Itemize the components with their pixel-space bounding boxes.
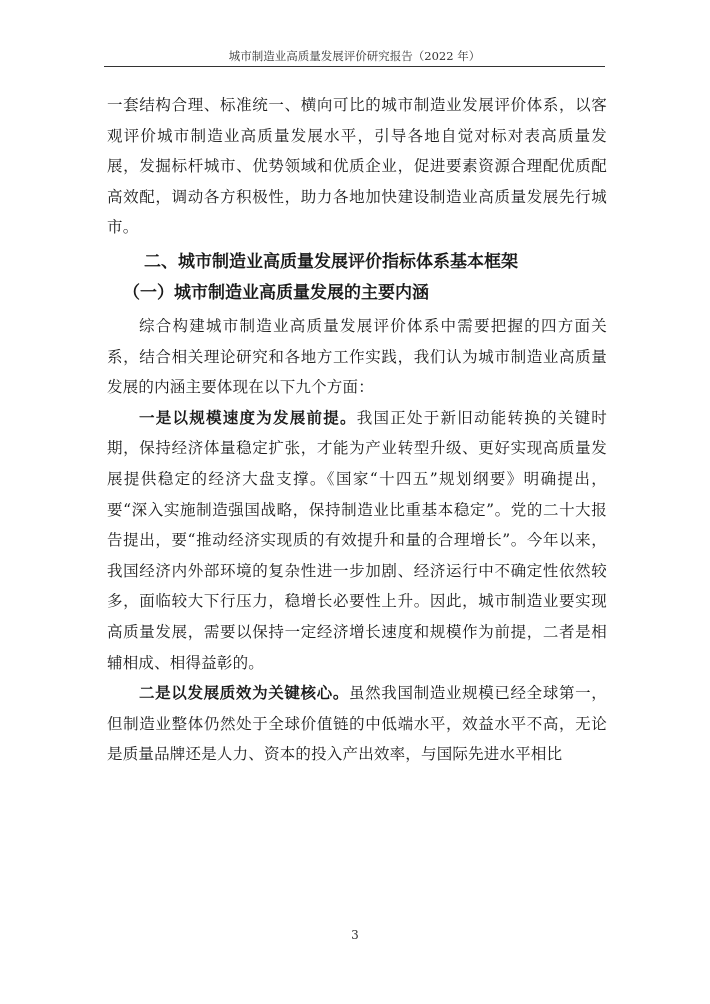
paragraph-point-2: [107, 678, 607, 770]
point-2-text: 虽然我国制造业规模已经全球第一，但制造业整体仍然处于全球价值链的中低端水平，效益水平不高，无论是质量品牌还是人力、资本的投入产出效率，与国际先进水平相比: [107, 684, 607, 764]
point-1-text: 我国正处于新旧动能转换的关键时期，保持经济体量稳定扩张，才能为产业转型升级、更好实现高质量发展提供稳定的经济大盘支撑。《国家“十四五”规划纲要》明确提出，要“深入实施制造强国战略，保持制造业比重基本稳定”。党的二十大报告提出，要“推动经济实现质的有效提升和量的合理增长”。今年以来，我国经济内外部环境的复杂性进一步加剧、经济运行中不确定性依然较多，面临较大下行压力，稳增长必要性上升。因此，城市制造业要实现高质量发展，需要以保持一定经济增长速度和规模作为前提，二者是相辅相成、相得益彰的。: [107, 408, 607, 672]
paragraph-point-1: [107, 403, 607, 678]
paragraph-summary: 综合构建城市制造业高质量发展评价体系中需要把握的四方面关系，结合相关理论研究和各地方工作实践，我们认为城市制造业高质量发展的内涵主要体现在以下九个方面：: [107, 316, 607, 397]
header-rule: [104, 66, 605, 67]
point-2-lead: 二是以发展质效为关键核心。: [139, 684, 349, 703]
paragraph-intro: 一套结构合理、标准统一、横向可比的城市制造业发展评价体系，以客观评价城市制造业高质量发展水平，引导各地自觉对标对表高质量发展，发掘标杆城市、优势领域和优质企业，促进要素资源合理配优质配高效配，调动各方积极性，助力各地加快建设制造业高质量发展先行城市。: [107, 96, 607, 237]
page-number: 3: [351, 928, 359, 942]
point-1-lead: 一是以规模速度为发展前提。: [139, 408, 357, 427]
section-heading: 二、城市制造业高质量发展评价指标体系基本框架: [144, 251, 518, 272]
page-body: [107, 90, 607, 770]
running-header: 城市制造业高质量发展评价研究报告（2022 年）: [228, 49, 481, 63]
subsection-heading: （一）城市制造业高质量发展的主要内涵: [123, 282, 429, 303]
